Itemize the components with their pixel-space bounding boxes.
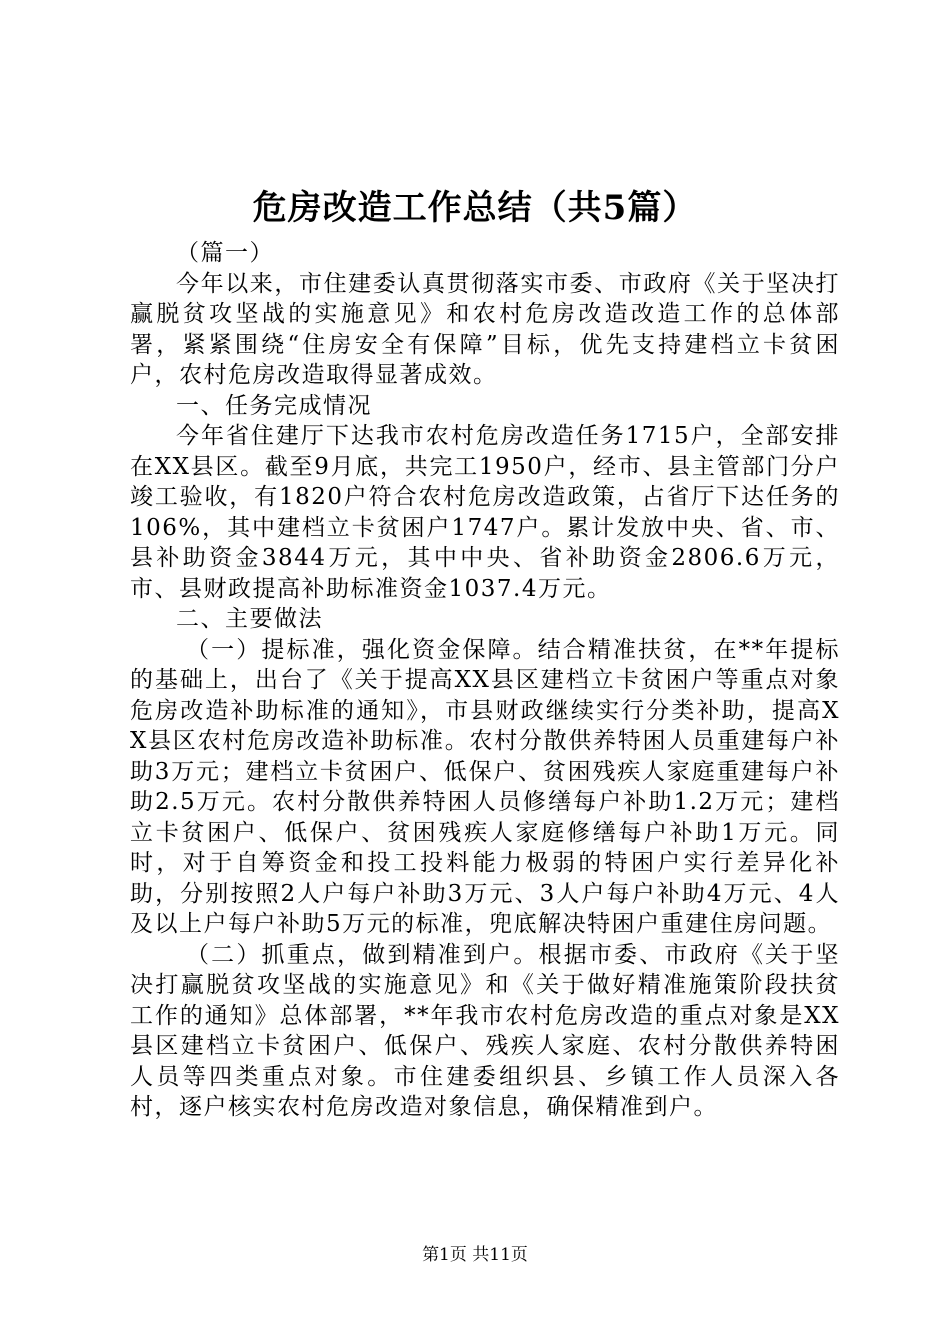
method-two-paragraph: （二）抓重点，做到精准到户。根据市委、市政府《关于坚决打赢脱贫攻坚战的实施意见》和《关于做好精准施策阶段扶贫工作的通知》总体部署，**年我市农村危房改造的重点对象是XX县区建档立卡贫困户、低保户、残疾人家庭、农村分散供养特困人员等四类重点对象。市住建委组织县、乡镇工作人员深入各村，逐户核实农村危房改造对象信息，确保精准到户。: [130, 941, 840, 1120]
page-footer: 第1页 共11页: [422, 1245, 528, 1265]
method-one-paragraph: （一）提标准，强化资金保障。结合精准扶贫，在**年提标的基础上，出台了《关于提高XX县区建档立卡贫困户等重点对象危房改造补助标准的通知》，市县财政继续实行分类补助，提高XX县区农村危房改造补助标准。农村分散供养特困人员重建每户补助3万元；建档立卡贫困户、低保户、贫困残疾人家庭重建每户补助2.5万元。农村分散供养特困人员修缮每户补助1.2万元；建档立卡贫困户、低保户、贫困残疾人家庭修缮每户补助1万元。同时，对于自筹资金和投工投料能力极弱的特困户实行差异化补助，分别按照2人户每户补助3万元、3人户每户补助4万元、4人及以上户每户补助5万元的标准，兜底解决特困户重建住房问题。: [130, 636, 840, 937]
heading-main-methods: 二、主要做法: [176, 606, 323, 632]
section-heading-part-one: （篇一）: [176, 240, 274, 266]
document-body: [130, 238, 840, 1123]
document-title: 危房改造工作总结（共5篇）: [252, 188, 698, 228]
intro-paragraph: 今年以来，市住建委认真贯彻落实市委、市政府《关于坚决打赢脱贫攻坚战的实施意见》和农村危房改造改造工作的总体部署，紧紧围绕“住房安全有保障”目标，优先支持建档立卡贫困户，农村危房改造取得显著成效。: [130, 270, 840, 388]
task-completion-paragraph: 今年省住建厅下达我市农村危房改造任务1715户，全部安排在XX县区。截至9月底，共完工1950户，经市、县主管部门分户竣工验收，有1820户符合农村危房改造政策，占省厅下达任务的106%，其中建档立卡贫困户1747户。累计发放中央、省、市、县补助资金3844万元，其中中央、省补助资金2806.6万元，市、县财政提高补助标准资金1037.4万元。: [130, 423, 840, 602]
heading-task-completion: 一、任务完成情况: [176, 392, 372, 419]
